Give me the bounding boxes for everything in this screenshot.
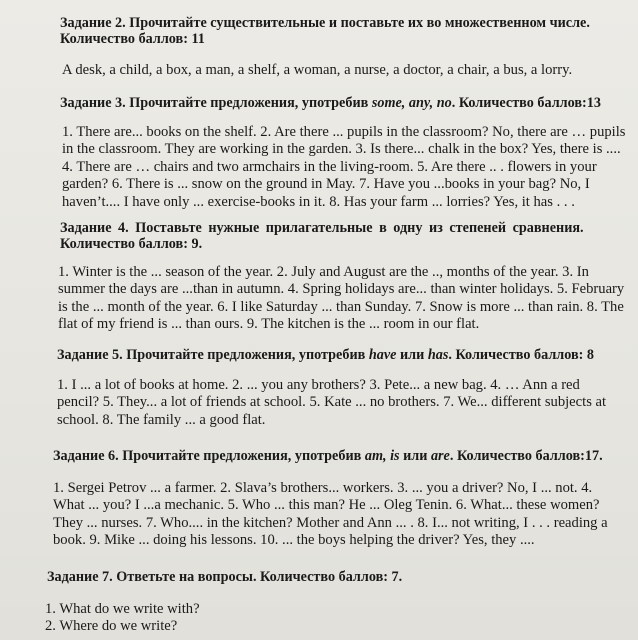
task-7-question-1: 1. What do we write with? <box>45 601 200 617</box>
task-6-word-am-is: am, is <box>364 448 400 464</box>
task-3-text <box>62 124 638 211</box>
task-5-word-has: has <box>427 347 449 363</box>
task-7-title: Задание 7. Ответьте на вопросы. Количество баллов: 7. <box>47 569 403 585</box>
task-6-text <box>53 480 638 550</box>
task-3-title-post: . Количество баллов:13 <box>451 95 601 111</box>
task-4-line-4: flat of my friend is ... than ours. 9. The kitchen is the ... room in our flat. <box>58 316 480 333</box>
task-5-line-1: 1. I ... a lot of books at home. 2. ... you any brothers? 3. Pete... a new bag. 4. … Ann a red <box>57 377 580 393</box>
task-6-line-3: They ... nurses. 7. Who.... in the kitchen? Mother and Ann ... . 8. I... not writing, I . . . reading a <box>53 514 608 531</box>
task-3-line-2: in the classroom. They are working in the garden. 3. Is there... chalk in the box? Yes, there is .... <box>62 141 621 158</box>
task-2-score: Количество баллов: 11 <box>60 31 205 47</box>
task-3-line-4: garden? 6. There is ... snow on the ground in May. 7. Have you ...books in your bag? No, I <box>62 176 590 193</box>
task-5-title <box>57 347 638 364</box>
task-2-text <box>62 62 638 79</box>
task-6-line-2: What ... you? I ...a mechanic. 5. Who ... this man? He ... Oleg Tenin. 6. What... these women? <box>53 497 600 514</box>
task-3-line-1: 1. There are... books on the shelf. 2. Are there ... pupils in the classroom? No, there are … pupils <box>62 124 626 140</box>
task-4-line-1: 1. Winter is the ... season of the year. 2. July and August are the .., months of the year. 3. In <box>58 264 589 280</box>
task-3-title-pre: Задание 3. Прочитайте предложения, употребив <box>60 95 372 111</box>
task-6-line-4: book. 9. Mike ... doing his lessons. 10. ... the boys helping the driver? Yes, they .... <box>53 532 535 549</box>
task-4-title: Задание 4. Поставьте нужные прилагательные в одну из степеней сравнения. <box>60 220 584 236</box>
task-4-line-3: is the ... month of the year. 6. I like Saturday ... than Sunday. 7. Snow is more ... than rain. 8. The <box>58 298 624 315</box>
task-6-word-are: are <box>430 448 450 464</box>
task-4-line-2: summer the days are ...than in autumn. 4. Spring holidays are... than winter holidays. 5. February <box>58 281 625 298</box>
task-4-score: Количество баллов: 9. <box>60 236 203 252</box>
task-7-text <box>45 601 638 636</box>
task-6-title <box>53 448 638 465</box>
task-6-title-mid: или <box>399 448 431 464</box>
task-5-title-post: . Количество баллов: 8 <box>448 347 595 363</box>
task-6-title-pre: Задание 6. Прочитайте предложения, употребив <box>53 448 365 464</box>
task-3-title-words: some, any, no <box>371 95 452 111</box>
task-4-text <box>58 264 638 334</box>
task-5-line-3: school. 8. The family ... a good flat. <box>57 411 266 428</box>
task-6-line-1: 1. Sergei Petrov ... a farmer. 2. Slava’s brothers... workers. 3. ... you a driver? No, I ... not. 4. <box>53 480 593 496</box>
task-3-title <box>60 95 638 112</box>
task-5-line-2: pencil? 5. They... a lot of friends at school. 5. Kate ... no brothers. 7. We... different subjects at <box>57 394 607 411</box>
task-3-line-3: 4. There are … chairs and two armchairs in the living-room. 5. Are there .. . flowers in your <box>62 158 597 175</box>
task-6-title-post: . Количество баллов:17. <box>449 448 603 464</box>
task-2-line-1: A desk, a child, a box, a man, a shelf, a woman, a nurse, a doctor, a chair, a bus, a lorry. <box>62 62 573 78</box>
task-2-title: Задание 2. Прочитайте существительные и поставьте их во множественном числе. <box>60 15 590 31</box>
task-7-question-2: 2. Where do we write? <box>45 618 178 635</box>
task-5-title-mid: или <box>396 347 428 363</box>
task-5-word-have: have <box>368 347 397 363</box>
task-3-line-5: haven’t.... I have only ... exercise-books in it. 8. Has your farm ... lorries? Yes, it has . . . <box>62 193 575 210</box>
task-5-title-pre: Задание 5. Прочитайте предложения, употребив <box>57 347 369 363</box>
task-5-text <box>57 377 638 429</box>
